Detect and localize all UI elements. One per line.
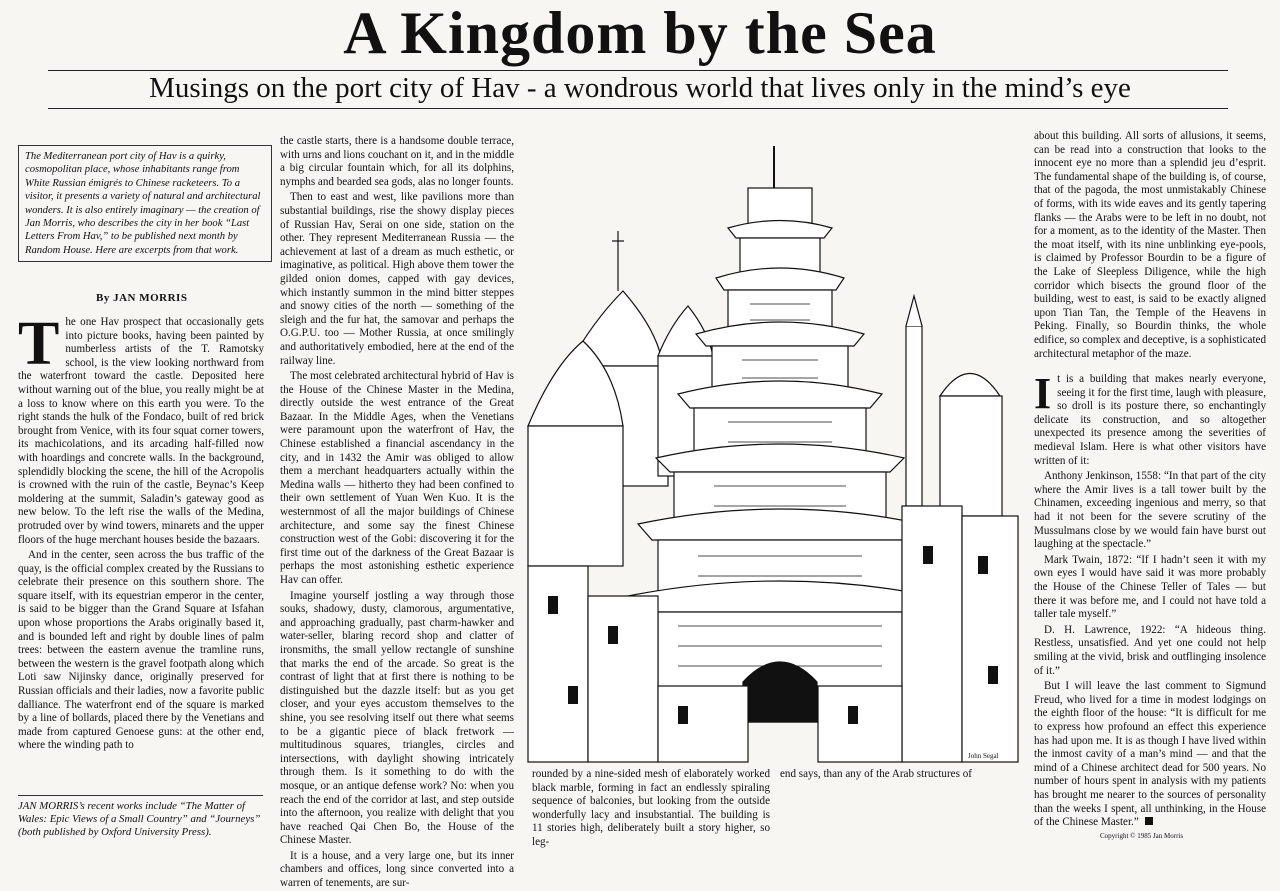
- col1-paragraph: And in the center, seen across the bus traffic of the quay, is the official complex created by the Russians to celebrate their presence on this southern shore. The square itself, with its equestrian emperor in the center, is said to be bigger than the Grand Square at Isfahan upon whose proportions the Arabs originally based it, and is bounded left and right by double lines of palm trees: between the eastern avenue the tramline runs, between the western is the gravel footpath along which Loti saw Nijinsky dance, originally preserved for Russian officials and their ladies, now a favorite public dalliance. The waterfront end of the square is marked by a line of bollards, placed there by the Venetians and made from captured Genoese guns: at the other end, where the winding path to: [18, 549, 264, 752]
- drop-cap-t: T: [18, 310, 60, 378]
- illustration-credit: John Segal: [968, 752, 999, 760]
- col5-paragraph: D. H. Lawrence, 1922: “A hideous thing. Restless, unsatisfied. And yet one could not help smiling at the vivid, brisk and outflinging insolence of it.”: [1034, 623, 1266, 677]
- article-column-4: [780, 768, 1018, 788]
- pagoda-illustration: [528, 126, 1018, 762]
- headline: A Kingdom by the Sea: [343, 0, 937, 66]
- copyright-line: Copyright © 1985 Jan Morris: [1100, 832, 1184, 840]
- article-column-2: [280, 135, 514, 890]
- col2-paragraph: the castle starts, there is a handsome double terrace, with urns and lions couchant on it, and in the middle a big circular fountain which, for all its dolphins, nymphs and bearded sea gods, alas no longer founts.: [280, 135, 514, 188]
- col4-paragraph: end says, than any of the Arab structures of: [780, 768, 972, 780]
- col5-paragraph: t is a building that makes nearly everyone, seeing it for the first time, laugh with pleasure, so droll is its posture there, so enchantingly delicate its construction, and so altogether unexpected its presence among the severities of medieval Islam. Here is what other visitors have written of it:: [1034, 373, 1266, 467]
- article-column-5: [1034, 130, 1266, 829]
- col2-paragraph: Imagine yourself jostling a way through those souks, shadowy, dusty, clamorous, argumentative, and approaching gradually, past charm-hawker and water-seller, blaring record shop and clatter of ironsmiths, the small yellow rectangle of sunshine that marks the end of the arcade. So great is the contrast of light that at first there is nothing to be distinguished but the dazzle itself: but as you get closer, and your eyes accustom themselves to the shine, you see resolving itself out there what seems to be a gigantic piece of black fretwork — multitudinous squares, triangles, circles and intersections, with daylight showing intricately through them. Is it something to do with the mosque, or an antique defense work? No: when you reach the end of the corridor at last, and step outside into the afternoon, you realize with delight that you have reached Qai Chen Bo, the House of the Chinese Master.: [280, 589, 514, 847]
- col3-paragraph: rounded by a nine-sided mesh of elaborately worked black marble, forming in fact an endlessly spiraling sequence of balconies, but looking from the outside wonderfully lacy and insubstantial. The building is 11 stories high, deliberately built a story higher, so leg-: [532, 768, 770, 848]
- byline: By JAN MORRIS: [96, 292, 188, 304]
- rule-bottom: [48, 108, 1228, 109]
- author-note: JAN MORRIS’s recent works include “The Matter of Wales: Epic Views of a Small Country” and “Journeys” (both published by Oxford University Press).: [18, 795, 263, 840]
- col5-paragraph: Anthony Jenkinson, 1558: “In that part of the city where the Amir lives is a tall tower built by the Chinamen, exceeding ingenious and merry, so that had it not been for the severe scrutiny of the Mussulmans close by we would fain have burst out laughing at the spectacle.”: [1034, 470, 1266, 551]
- col2-paragraph: Then to east and west, like pavilions more than substantial buildings, rise the showy display pieces of Russian Hav, Serai on one side, station on the other. They represent Mediterranean Russia — the achievement at last of a dream as much esthetic, or imaginative, as political. High above them tower the gilded onion domes, capped with gay devices, which instantly summon in the mind bitter steppes and snowy cities of the north — something of the sleigh and the fur hat, the samovar and perhaps the O.G.P.U. too — Mother Russia, at once smilingly and authoritatively embodied, here at the end of the railway line.: [280, 191, 514, 367]
- article-column-3: [532, 768, 770, 848]
- intro-box: The Mediterranean port city of Hav is a quirky, cosmopolitan place, whose inhabitants range from White Russian émigrés to Chinese racketeers. To a visitor, it presents a variety of natural and architectural wonders. It is also entirely imaginary — the creation of Jan Morris, who describes the city in her book “Last Letters From Hav,” to be published next month by Random House. Here are excerpts from that work.: [18, 145, 272, 262]
- col5-paragraph: But I will leave the last comment to Sigmund Freud, who lived for a time in modest lodgings on the eighth floor of the house: “It is difficult for me to express how profound an effect this experience has had upon me. It is as though I have lived within the inmost cavity of a man’s mind — and that the mind of a Chinese architect dead for 500 years. No number of hours spent in analysis with my patients has brought me nearer to the sources of personality than the weeks I spent, all unthinking, in the House of the Chinese Master.”: [1034, 680, 1266, 829]
- subhead: Musings on the port city of Hav - a wondrous world that lives only in the mind’s eye: [149, 72, 1131, 104]
- col5-paragraph: about this building. All sorts of allusions, it seems, can be read into a construction that looks to the innocent eye no more than a splendid jeu d’esprit. The fundamental shape of the building is, of course, that of the pagoda, the most unmistakably Chinese of forms, with its wide eaves and its gently tapering flanks — the Arabs were to be left in no doubt, not for a moment, as to the identity of the Master. Then the moat itself, with its nine unblinking eye-pools, is claimed by Professor Bourdin to be a figure of the Lake of Sleepless Diligence, while the high corridor which bisects the ground floor of the building, west to east, is said to be exactly aligned upon Tian Tan, the Temple of the Heavens in Peking. Finally, so Bourdin thinks, the whole edifice, so complex and deceptive, is a sophisticated architectural metaphor of the maze.: [1034, 130, 1266, 360]
- col1-paragraph: he one Hav prospect that occasionally gets into picture books, having been painted by numberless artists of the T. Ramotsky school, is the view looking northward from the waterfront toward the castle. Deposited here without warning out of the blue, you really might be at a loss to know where on this earth you were. To the right stands the hulk of the Fondaco, built of red brick brought from Venice, with its four squat corner towers, its machicolations, and its arcading half-filled now with hoardings and concrete walls. In the background, splendidly blocking the scene, the hill of the Acropolis is crowned with the ruin of the castle, Beynac’s Keep moldering at the summit, Saladin’s gateway good as new below. To the left rise the walls of the Medina, protruded over by wind towers, minarets and the upper floors of the huge merchant houses beside the bazaars.: [18, 316, 264, 546]
- col2-paragraph: It is a house, and a very large one, but its inner chambers and offices, long since converted into a warren of tenements, are sur-: [280, 849, 514, 890]
- col2-paragraph: The most celebrated architectural hybrid of Hav is the House of the Chinese Master in the Medina, directly outside the west entrance of the Great Bazaar. In the Middle Ages, when the Venetians were paramount upon the waterfront of Hav, the Chinese established a financial ascendancy in the city, and in 1432 the Amir was obliged to allow them a merchant headquarters actually within the Medina walls — hitherto they had been confined to their own settlement of Yuan Wen Kuo. It is the westernmost of all the major buildings of Chinese architecture, and some say the finest Chinese construction west of the Gobi: discovering it for the first time out of the darkness of the Great Bazaar is perhaps the most astonishing esthetic experience Hav can offer.: [280, 370, 514, 586]
- drop-cap-i: I: [1034, 369, 1052, 419]
- article-column-1: [18, 310, 264, 791]
- end-mark-icon: [1145, 817, 1153, 825]
- col5-paragraph: Mark Twain, 1872: “If I hadn’t seen it with my own eyes I would have said it was more probably the House of the Chinese Teller of Tales — but there it was before me, and I could not have told a taller tale myself.”: [1034, 553, 1266, 621]
